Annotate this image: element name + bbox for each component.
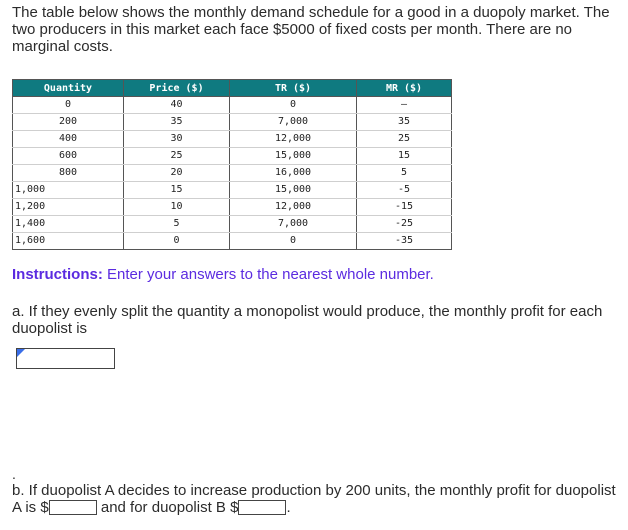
- cell-quantity: 1,000: [13, 182, 124, 199]
- answer-b-duopolist-b-input[interactable]: [238, 500, 286, 515]
- cell-price: 25: [124, 148, 230, 165]
- cell-tr: 16,000: [230, 165, 357, 182]
- table-row: [13, 182, 452, 199]
- table-row: [13, 233, 452, 250]
- question-b: [12, 482, 622, 516]
- cell-tr: 15,000: [230, 182, 357, 199]
- cell-tr: 12,000: [230, 199, 357, 216]
- cell-quantity: 1,400: [13, 216, 124, 233]
- cell-mr: —: [357, 97, 452, 114]
- instructions: [12, 266, 434, 283]
- cell-price: 0: [124, 233, 230, 250]
- table-row: [13, 97, 452, 114]
- instructions-label: Instructions:: [12, 266, 103, 283]
- cell-quantity: 200: [13, 114, 124, 131]
- cell-mr: 35: [357, 114, 452, 131]
- intro-text: The table below shows the monthly demand schedule for a good in a duopoly market. The two producers in this market each face $5000 of fixed costs per month. There are no marginal costs.: [12, 4, 610, 55]
- question-b-prefix: b. If duopolist A decides to increase production by 200 units, the monthly profit for duopolist A is $: [12, 482, 616, 516]
- cell-quantity: 1,200: [13, 199, 124, 216]
- question-b-middle: and for duopolist B $: [96, 499, 239, 516]
- answer-b-duopolist-a-input[interactable]: [49, 500, 97, 515]
- question-a-text: a. If they evenly split the quantity a monopolist would produce, the monthly profit for each duopolist is: [12, 303, 603, 337]
- cell-tr: 12,000: [230, 131, 357, 148]
- cell-tr: 0: [230, 97, 357, 114]
- cell-price: 30: [124, 131, 230, 148]
- header-quantity: Quantity: [13, 80, 124, 97]
- question-b-suffix: .: [286, 499, 291, 516]
- cell-price: 15: [124, 182, 230, 199]
- cell-mr: -25: [357, 216, 452, 233]
- cell-mr: -5: [357, 182, 452, 199]
- stray-dot: .: [12, 466, 16, 482]
- cell-price: 5: [124, 216, 230, 233]
- cell-price: 40: [124, 97, 230, 114]
- table-row: [13, 131, 452, 148]
- table-row: [13, 114, 452, 131]
- table-header-row: [13, 80, 452, 97]
- cell-tr: 7,000: [230, 216, 357, 233]
- cell-mr: 15: [357, 148, 452, 165]
- focus-marker-icon: [17, 349, 25, 357]
- table-row: [13, 165, 452, 182]
- cell-mr: -15: [357, 199, 452, 216]
- cell-mr: 5: [357, 165, 452, 182]
- cell-quantity: 600: [13, 148, 124, 165]
- cell-price: 35: [124, 114, 230, 131]
- header-price: Price ($): [124, 80, 230, 97]
- cell-price: 20: [124, 165, 230, 182]
- table-row: [13, 216, 452, 233]
- cell-quantity: 0: [13, 97, 124, 114]
- cell-tr: 7,000: [230, 114, 357, 131]
- cell-mr: -35: [357, 233, 452, 250]
- header-tr: TR ($): [230, 80, 357, 97]
- table-row: [13, 199, 452, 216]
- demand-schedule-table: [12, 79, 452, 250]
- cell-mr: 25: [357, 131, 452, 148]
- cell-quantity: 800: [13, 165, 124, 182]
- cell-tr: 15,000: [230, 148, 357, 165]
- cell-quantity: 400: [13, 131, 124, 148]
- cell-tr: 0: [230, 233, 357, 250]
- table-row: [13, 148, 452, 165]
- answer-a-input[interactable]: [16, 348, 115, 369]
- instructions-text: Enter your answers to the nearest whole number.: [102, 266, 434, 283]
- cell-quantity: 1,600: [13, 233, 124, 250]
- cell-price: 10: [124, 199, 230, 216]
- demand-schedule-table-wrapper: [12, 79, 452, 250]
- header-mr: MR ($): [357, 80, 452, 97]
